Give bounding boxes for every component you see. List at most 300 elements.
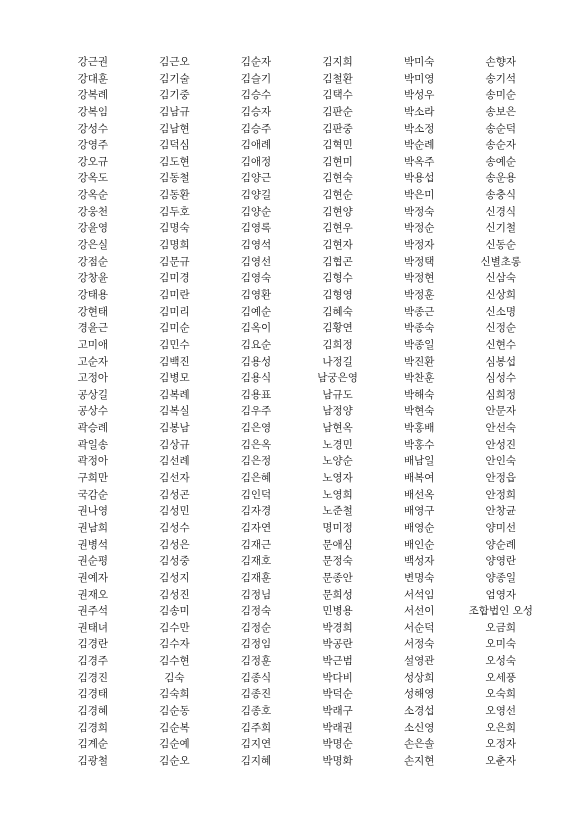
name-cell: 김경란 bbox=[77, 638, 109, 651]
name-cell: 김지연 bbox=[240, 738, 272, 751]
name-cell: 박은미 bbox=[403, 189, 435, 202]
name-cell: 고미애 bbox=[77, 338, 109, 351]
name-cell: 남규도 bbox=[322, 388, 353, 401]
names-row bbox=[52, 537, 542, 554]
names-row bbox=[52, 420, 542, 437]
name-cell: 김형영 bbox=[322, 288, 353, 301]
name-cell: 심성수 bbox=[485, 372, 516, 385]
name-cell: 김경진 bbox=[77, 671, 109, 684]
name-cell: 남현옥 bbox=[322, 422, 353, 435]
name-cell: 박정택 bbox=[403, 255, 435, 268]
names-row bbox=[52, 154, 542, 171]
name-cell: 박종근 bbox=[403, 305, 435, 318]
name-cell: 양순례 bbox=[485, 538, 516, 551]
name-cell: 강현태 bbox=[77, 305, 109, 318]
name-cell: 김명숙 bbox=[159, 222, 190, 235]
name-cell: 권순평 bbox=[77, 555, 109, 568]
name-cell: 김순오 bbox=[159, 754, 190, 767]
name-cell: 오세풍 bbox=[485, 671, 516, 684]
name-cell: 김판중 bbox=[322, 122, 353, 135]
name-cell: 배남일 bbox=[403, 455, 435, 468]
name-cell: 김협곤 bbox=[322, 255, 353, 268]
name-cell: 김미순 bbox=[159, 322, 190, 335]
name-cell: 김정순 bbox=[240, 621, 272, 634]
name-cell: 안인숙 bbox=[485, 455, 516, 468]
names-row bbox=[52, 503, 542, 520]
name-cell: 김성수 bbox=[159, 521, 190, 534]
name-cell: 김근오 bbox=[159, 56, 190, 68]
name-cell: 강옥도 bbox=[77, 172, 109, 185]
name-cell: 서선이 bbox=[403, 605, 435, 618]
name-cell: 김애례 bbox=[240, 139, 272, 152]
name-cell: 김도현 bbox=[159, 155, 190, 168]
names-row bbox=[52, 587, 542, 604]
name-cell: 김미경 bbox=[159, 272, 190, 285]
name-cell: 김계순 bbox=[77, 738, 109, 751]
name-cell: 김광철 bbox=[77, 754, 109, 767]
name-cell: 강복임 bbox=[77, 105, 109, 118]
name-cell: 김은영 bbox=[240, 422, 272, 435]
name-cell: 공상수 bbox=[77, 405, 109, 418]
name-cell: 강은실 bbox=[77, 239, 109, 252]
name-cell: 김백진 bbox=[159, 355, 190, 368]
name-cell: 김옥이 bbox=[240, 322, 272, 335]
names-row bbox=[52, 320, 542, 337]
name-cell: 박덕순 bbox=[322, 688, 353, 701]
name-cell: 송순자 bbox=[485, 139, 516, 152]
name-cell: 성상희 bbox=[403, 671, 435, 684]
name-cell: 강웅천 bbox=[77, 205, 109, 218]
name-cell: 박소정 bbox=[403, 122, 435, 135]
name-cell: 오금희 bbox=[485, 621, 516, 634]
name-cell: 김형수 bbox=[322, 272, 353, 285]
name-cell: 송순덕 bbox=[485, 122, 516, 135]
name-cell: 박소라 bbox=[403, 105, 435, 118]
names-row bbox=[52, 603, 542, 620]
name-cell: 김양길 bbox=[240, 189, 272, 202]
name-cell: 박정현 bbox=[403, 272, 435, 285]
name-cell: 권남희 bbox=[77, 521, 109, 534]
name-cell: 김은혜 bbox=[240, 472, 272, 485]
name-cell: 권주석 bbox=[77, 605, 109, 618]
name-cell: 경윤근 bbox=[77, 322, 109, 335]
names-row bbox=[52, 270, 542, 287]
names-row bbox=[52, 287, 542, 304]
name-cell: 김동철 bbox=[159, 172, 190, 185]
name-cell: 김성곤 bbox=[159, 488, 190, 501]
names-row bbox=[52, 137, 542, 154]
name-cell: 백성자 bbox=[403, 555, 435, 568]
names-row bbox=[52, 570, 542, 587]
name-cell: 박정자 bbox=[403, 239, 435, 252]
name-cell: 권나영 bbox=[77, 505, 109, 518]
name-cell: 나정길 bbox=[322, 355, 353, 368]
name-cell: 박홍수 bbox=[403, 438, 435, 451]
name-cell: 박미숙 bbox=[403, 56, 435, 68]
name-cell: 엄영자 bbox=[485, 588, 516, 601]
names-row bbox=[52, 453, 542, 470]
name-cell: 오미숙 bbox=[485, 638, 516, 651]
name-cell: 김덕심 bbox=[159, 139, 190, 152]
names-row bbox=[52, 304, 542, 321]
name-cell: 김병모 bbox=[159, 372, 190, 385]
name-cell: 김송미 bbox=[159, 605, 190, 618]
name-cell: 김경희 bbox=[77, 721, 109, 734]
name-cell: 김종식 bbox=[240, 671, 272, 684]
name-cell: 김승수 bbox=[240, 89, 272, 102]
name-cell: 김희정 bbox=[322, 338, 353, 351]
name-cell: 문희성 bbox=[322, 588, 353, 601]
name-cell: 박공란 bbox=[322, 638, 353, 651]
name-cell: 문정숙 bbox=[322, 555, 353, 568]
name-cell: 김재호 bbox=[240, 555, 272, 568]
names-list bbox=[52, 54, 542, 770]
names-row bbox=[52, 520, 542, 537]
name-cell: 강옥순 bbox=[77, 189, 109, 202]
name-cell: 노영자 bbox=[322, 472, 353, 485]
names-row bbox=[52, 354, 542, 371]
name-cell: 강영주 bbox=[77, 139, 109, 152]
name-cell: 김용성 bbox=[240, 355, 272, 368]
name-cell: 김자경 bbox=[240, 505, 272, 518]
name-cell: 김수자 bbox=[159, 638, 190, 651]
name-cell: 고순자 bbox=[77, 355, 109, 368]
name-cell: 김승자 bbox=[240, 105, 272, 118]
name-cell: 신기철 bbox=[485, 222, 516, 235]
name-cell: 송보은 bbox=[485, 105, 516, 118]
names-row bbox=[52, 54, 542, 71]
name-cell: 김성중 bbox=[159, 555, 190, 568]
name-cell: 노영희 bbox=[322, 488, 353, 501]
name-cell: 신삼숙 bbox=[485, 272, 516, 285]
name-cell: 안문자 bbox=[485, 405, 516, 418]
name-cell: 김동환 bbox=[159, 189, 190, 202]
name-cell: 박정훈 bbox=[403, 288, 435, 301]
name-cell: 오숙희 bbox=[485, 688, 516, 701]
name-cell: 김현양 bbox=[322, 205, 353, 218]
names-row bbox=[52, 620, 542, 637]
name-cell: 곽정아 bbox=[77, 455, 109, 468]
name-cell: 민병용 bbox=[322, 605, 353, 618]
names-row bbox=[52, 187, 542, 204]
name-cell: 김민수 bbox=[159, 338, 190, 351]
name-cell: 송운용 bbox=[485, 172, 516, 185]
name-cell: 김경주 bbox=[77, 655, 109, 668]
name-cell: 김종호 bbox=[240, 704, 272, 717]
name-cell: 남정양 bbox=[322, 405, 353, 418]
name-cell: 김경태 bbox=[77, 688, 109, 701]
name-cell: 김재근 bbox=[240, 538, 272, 551]
name-cell: 박명순 bbox=[322, 738, 353, 751]
name-cell: 신정순 bbox=[485, 322, 516, 335]
name-cell: 구희만 bbox=[77, 472, 109, 485]
name-cell: 박옥주 bbox=[403, 155, 435, 168]
name-cell: 심봉섭 bbox=[485, 355, 516, 368]
names-row bbox=[52, 753, 542, 770]
name-cell: 김용표 bbox=[240, 388, 272, 401]
name-cell: 강윤영 bbox=[77, 222, 109, 235]
name-cell: 김철환 bbox=[322, 72, 353, 85]
name-cell: 박래구 bbox=[322, 704, 353, 717]
name-cell: 김혜숙 bbox=[322, 305, 353, 318]
name-cell: 김정훈 bbox=[240, 655, 272, 668]
name-cell: 김정숙 bbox=[240, 605, 272, 618]
names-row bbox=[52, 470, 542, 487]
name-cell: 박정순 bbox=[403, 222, 435, 235]
name-cell: 성해영 bbox=[403, 688, 435, 701]
name-cell: 신현수 bbox=[485, 338, 516, 351]
name-cell: 안정희 bbox=[485, 488, 516, 501]
name-cell: 박정숙 bbox=[403, 205, 435, 218]
name-cell: 양영란 bbox=[485, 555, 516, 568]
name-cell: 서순덕 bbox=[403, 621, 435, 634]
names-row bbox=[52, 437, 542, 454]
name-cell: 김주희 bbox=[240, 721, 272, 734]
name-cell: 고정아 bbox=[77, 372, 109, 385]
name-cell: 강근권 bbox=[77, 56, 109, 68]
name-cell: 김문규 bbox=[159, 255, 190, 268]
names-row bbox=[52, 403, 542, 420]
names-row bbox=[52, 653, 542, 670]
name-cell: 박종숙 bbox=[403, 322, 435, 335]
names-row bbox=[52, 553, 542, 570]
name-cell: 김정님 bbox=[240, 588, 272, 601]
names-row bbox=[52, 670, 542, 687]
name-cell: 신경식 bbox=[485, 205, 516, 218]
name-cell: 김정임 bbox=[240, 638, 272, 651]
name-cell: 김황연 bbox=[322, 322, 353, 335]
name-cell: 배영순 bbox=[403, 521, 435, 534]
name-cell: 서석임 bbox=[403, 588, 435, 601]
name-cell: 오영선 bbox=[485, 704, 516, 717]
name-cell: 김숙 bbox=[164, 671, 185, 684]
name-cell: 오정자 bbox=[485, 738, 516, 751]
name-cell: 송기석 bbox=[485, 72, 516, 85]
name-cell: 강성수 bbox=[77, 122, 109, 135]
names-row bbox=[52, 636, 542, 653]
name-cell: 박명화 bbox=[322, 754, 353, 767]
name-cell: 김승주 bbox=[240, 122, 272, 135]
name-cell: 김성은 bbox=[159, 538, 190, 551]
name-cell: 강태용 bbox=[77, 288, 109, 301]
names-row bbox=[52, 104, 542, 121]
name-cell: 김영환 bbox=[240, 288, 272, 301]
name-cell: 박미영 bbox=[403, 72, 435, 85]
name-cell: 양미선 bbox=[485, 521, 516, 534]
name-cell: 김현순 bbox=[322, 189, 353, 202]
names-row bbox=[52, 337, 542, 354]
name-cell: 권병석 bbox=[77, 538, 109, 551]
name-cell: 김영선 bbox=[240, 255, 272, 268]
name-cell: 안정읍 bbox=[485, 472, 516, 485]
name-cell: 김영석 bbox=[240, 239, 272, 252]
name-cell: 김순자 bbox=[240, 56, 272, 68]
name-cell: 김은정 bbox=[240, 455, 272, 468]
name-cell: 김성진 bbox=[159, 588, 190, 601]
name-cell: 김인덕 bbox=[240, 488, 272, 501]
names-row bbox=[52, 121, 542, 138]
name-cell: 김기중 bbox=[159, 89, 190, 102]
name-cell: 노양순 bbox=[322, 455, 353, 468]
name-cell: 배영구 bbox=[403, 505, 435, 518]
name-cell: 조합법인 오성 bbox=[468, 605, 533, 618]
name-cell: 배인순 bbox=[403, 538, 435, 551]
name-cell: 국감순 bbox=[77, 488, 109, 501]
name-cell: 김성지 bbox=[159, 571, 190, 584]
name-cell: 손지현 bbox=[403, 754, 435, 767]
name-cell: 손향자 bbox=[485, 56, 516, 68]
name-cell: 강대훈 bbox=[77, 72, 109, 85]
name-cell: 김현숙 bbox=[322, 172, 353, 185]
name-cell: 김복실 bbox=[159, 405, 190, 418]
name-cell: 소신영 bbox=[403, 721, 435, 734]
name-cell: 박경희 bbox=[322, 621, 353, 634]
name-cell: 남궁은영 bbox=[317, 372, 358, 385]
name-cell: 박홍배 bbox=[403, 422, 435, 435]
name-cell: 명미정 bbox=[322, 521, 353, 534]
name-cell: 박용섭 bbox=[403, 172, 435, 185]
name-cell: 김영숙 bbox=[240, 272, 272, 285]
name-cell: 오성숙 bbox=[485, 655, 516, 668]
name-cell: 김남현 bbox=[159, 122, 190, 135]
name-cell: 강창윤 bbox=[77, 272, 109, 285]
name-cell: 김선례 bbox=[159, 455, 190, 468]
name-cell: 김지희 bbox=[322, 56, 353, 68]
name-cell: 문애심 bbox=[322, 538, 353, 551]
name-cell: 강점순 bbox=[77, 255, 109, 268]
name-cell: 김순복 bbox=[159, 721, 190, 734]
name-cell: 권태녀 bbox=[77, 621, 109, 634]
name-cell: 김용식 bbox=[240, 372, 272, 385]
name-cell: 박찬훈 bbox=[403, 372, 435, 385]
name-cell: 박래권 bbox=[322, 721, 353, 734]
name-cell: 소경섭 bbox=[403, 704, 435, 717]
names-row bbox=[52, 237, 542, 254]
names-row bbox=[52, 370, 542, 387]
name-cell: 김순예 bbox=[159, 738, 190, 751]
name-cell: 김자연 bbox=[240, 521, 272, 534]
name-cell: 권예자 bbox=[77, 571, 109, 584]
name-cell: 김지혜 bbox=[240, 754, 272, 767]
name-cell: 심희정 bbox=[485, 388, 516, 401]
name-cell: 강오규 bbox=[77, 155, 109, 168]
name-cell: 김양순 bbox=[240, 205, 272, 218]
name-cell: 송예순 bbox=[485, 155, 516, 168]
name-cell: 김미란 bbox=[159, 288, 190, 301]
name-cell: 김두호 bbox=[159, 205, 190, 218]
name-cell: 송충식 bbox=[485, 189, 516, 202]
name-cell: 신동순 bbox=[485, 239, 516, 252]
name-cell: 박다비 bbox=[322, 671, 353, 684]
name-cell: 곽승례 bbox=[77, 422, 109, 435]
name-cell: 양종일 bbox=[485, 571, 516, 584]
name-cell: 노준철 bbox=[322, 505, 353, 518]
name-cell: 배복여 bbox=[403, 472, 435, 485]
names-row bbox=[52, 220, 542, 237]
name-cell: 신소명 bbox=[485, 305, 516, 318]
name-cell: 김택수 bbox=[322, 89, 353, 102]
name-cell: 송미순 bbox=[485, 89, 516, 102]
name-cell: 신별초롱 bbox=[480, 255, 522, 268]
name-cell: 변명숙 bbox=[403, 571, 435, 584]
name-cell: 박순례 bbox=[403, 139, 435, 152]
name-cell: 문종안 bbox=[322, 571, 353, 584]
name-cell: 김현미 bbox=[322, 155, 353, 168]
name-cell: 김양근 bbox=[240, 172, 272, 185]
name-cell: 안창균 bbox=[485, 505, 516, 518]
name-cell: 박현숙 bbox=[403, 405, 435, 418]
names-row bbox=[52, 71, 542, 88]
name-cell: 김현자 bbox=[322, 239, 353, 252]
name-cell: 박진환 bbox=[403, 355, 435, 368]
name-cell: 김수현 bbox=[159, 655, 190, 668]
names-row bbox=[52, 736, 542, 753]
name-cell: 김혁민 bbox=[322, 139, 353, 152]
name-cell: 김남규 bbox=[159, 105, 190, 118]
names-row bbox=[52, 204, 542, 221]
names-row bbox=[52, 703, 542, 720]
name-cell: 김명희 bbox=[159, 239, 190, 252]
name-cell: 김예순 bbox=[240, 305, 272, 318]
name-cell: 신상희 bbox=[485, 288, 516, 301]
name-cell: 김판순 bbox=[322, 105, 353, 118]
names-row bbox=[52, 254, 542, 271]
names-row bbox=[52, 487, 542, 504]
name-cell: 박해숙 bbox=[403, 388, 435, 401]
name-cell: 안성진 bbox=[485, 438, 516, 451]
name-cell: 김은옥 bbox=[240, 438, 272, 451]
name-cell: 오춘자 bbox=[485, 754, 516, 767]
name-cell: 배선옥 bbox=[403, 488, 435, 501]
name-cell: 김숙희 bbox=[159, 688, 190, 701]
name-cell: 김재훈 bbox=[240, 571, 272, 584]
name-cell: 설영관 bbox=[403, 655, 435, 668]
name-cell: 김애정 bbox=[240, 155, 272, 168]
name-cell: 노경민 bbox=[322, 438, 353, 451]
name-cell: 김상규 bbox=[159, 438, 190, 451]
names-row bbox=[52, 387, 542, 404]
name-cell: 곽일송 bbox=[77, 438, 109, 451]
name-cell: 김영록 bbox=[240, 222, 272, 235]
names-row bbox=[52, 686, 542, 703]
name-cell: 김미리 bbox=[159, 305, 190, 318]
name-cell: 김종진 bbox=[240, 688, 272, 701]
names-row bbox=[52, 720, 542, 737]
name-cell: 박성우 bbox=[403, 89, 435, 102]
name-cell: 김수만 bbox=[159, 621, 190, 634]
name-cell: 손은솔 bbox=[403, 738, 435, 751]
name-cell: 김순동 bbox=[159, 704, 190, 717]
name-cell: 김성민 bbox=[159, 505, 190, 518]
name-cell: 강복례 bbox=[77, 89, 109, 102]
name-cell: 박근범 bbox=[322, 655, 353, 668]
name-cell: 김우주 bbox=[240, 405, 272, 418]
name-cell: 공상길 bbox=[77, 388, 109, 401]
name-cell: 김요순 bbox=[240, 338, 272, 351]
name-cell: 권재오 bbox=[77, 588, 109, 601]
name-cell: 박종일 bbox=[403, 338, 435, 351]
name-cell: 김현우 bbox=[322, 222, 353, 235]
names-row bbox=[52, 87, 542, 104]
name-cell: 김슬기 bbox=[240, 72, 272, 85]
name-cell: 김기술 bbox=[159, 72, 190, 85]
name-cell: 오은희 bbox=[485, 721, 516, 734]
name-cell: 안선숙 bbox=[485, 422, 516, 435]
name-cell: 김경혜 bbox=[77, 704, 109, 717]
name-cell: 김선자 bbox=[159, 472, 190, 485]
name-cell: 서정숙 bbox=[403, 638, 435, 651]
name-cell: 김봉남 bbox=[159, 422, 190, 435]
